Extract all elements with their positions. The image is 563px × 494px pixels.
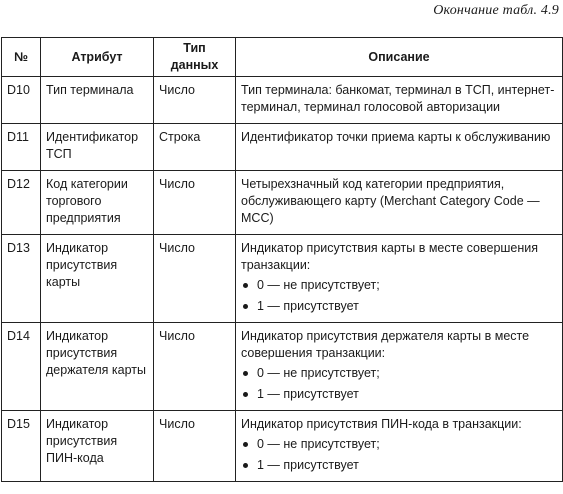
description-text: Четырехзначный код категории предприятия, обслуживающего карту (Merchant Category Code — MCC) bbox=[241, 177, 540, 225]
description-text: Индикатор присутствия держателя карты в месте совершения транзакции: bbox=[241, 329, 530, 360]
cell-description bbox=[236, 77, 563, 124]
header-num: № bbox=[2, 38, 41, 77]
cell-type: Число bbox=[154, 323, 236, 411]
table-row bbox=[2, 323, 563, 411]
value-item: 0 — не присутствует; bbox=[241, 436, 556, 453]
value-item: 0 — не присутствует; bbox=[241, 277, 556, 294]
cell-description bbox=[236, 323, 563, 411]
value-item: 1 — присутствует bbox=[241, 457, 556, 474]
value-list bbox=[241, 365, 556, 403]
value-item: 0 — не присутствует; bbox=[241, 365, 556, 382]
header-attribute: Атрибут bbox=[41, 38, 154, 77]
cell-attribute: Индикатор присутствия карты bbox=[41, 235, 154, 323]
description-text: Идентификатор точки приема карты к обслуживанию bbox=[241, 130, 551, 144]
cell-type: Число bbox=[154, 411, 236, 482]
cell-type: Число bbox=[154, 235, 236, 323]
table-header-row bbox=[2, 38, 563, 77]
attribute-table bbox=[1, 37, 563, 482]
cell-description bbox=[236, 235, 563, 323]
value-item: 1 — присутствует bbox=[241, 298, 556, 315]
cell-type: Число bbox=[154, 77, 236, 124]
cell-type: Число bbox=[154, 171, 236, 235]
cell-attribute: Идентификатор ТСП bbox=[41, 124, 154, 171]
description-text: Тип терминала: банкомат, терминал в ТСП, интернет-терминал, терминал голосовой авторизации bbox=[241, 83, 555, 114]
cell-attribute: Индикатор присутствия держателя карты bbox=[41, 323, 154, 411]
cell-attribute: Тип терминала bbox=[41, 77, 154, 124]
cell-num: D10 bbox=[2, 77, 41, 124]
cell-attribute: Код категории торгового предприятия bbox=[41, 171, 154, 235]
table-row bbox=[2, 77, 563, 124]
cell-num: D11 bbox=[2, 124, 41, 171]
header-description: Описание bbox=[236, 38, 563, 77]
cell-num: D14 bbox=[2, 323, 41, 411]
value-list bbox=[241, 277, 556, 315]
description-text: Индикатор присутствия ПИН-кода в транзакции: bbox=[241, 417, 522, 431]
cell-attribute: Индикатор присутствия ПИН-кода bbox=[41, 411, 154, 482]
cell-description bbox=[236, 171, 563, 235]
cell-description bbox=[236, 124, 563, 171]
table-row bbox=[2, 235, 563, 323]
cell-num: D15 bbox=[2, 411, 41, 482]
value-item: 1 — присутствует bbox=[241, 386, 556, 403]
header-type: Тип данных bbox=[154, 38, 236, 77]
cell-num: D12 bbox=[2, 171, 41, 235]
table-row bbox=[2, 411, 563, 482]
description-text: Индикатор присутствия карты в месте совершения транзакции: bbox=[241, 241, 539, 272]
table-row bbox=[2, 124, 563, 171]
table-caption: Окончание табл. 4.9 bbox=[433, 3, 559, 18]
value-list bbox=[241, 436, 556, 474]
table-row bbox=[2, 171, 563, 235]
cell-num: D13 bbox=[2, 235, 41, 323]
cell-description bbox=[236, 411, 563, 482]
cell-type: Строка bbox=[154, 124, 236, 171]
